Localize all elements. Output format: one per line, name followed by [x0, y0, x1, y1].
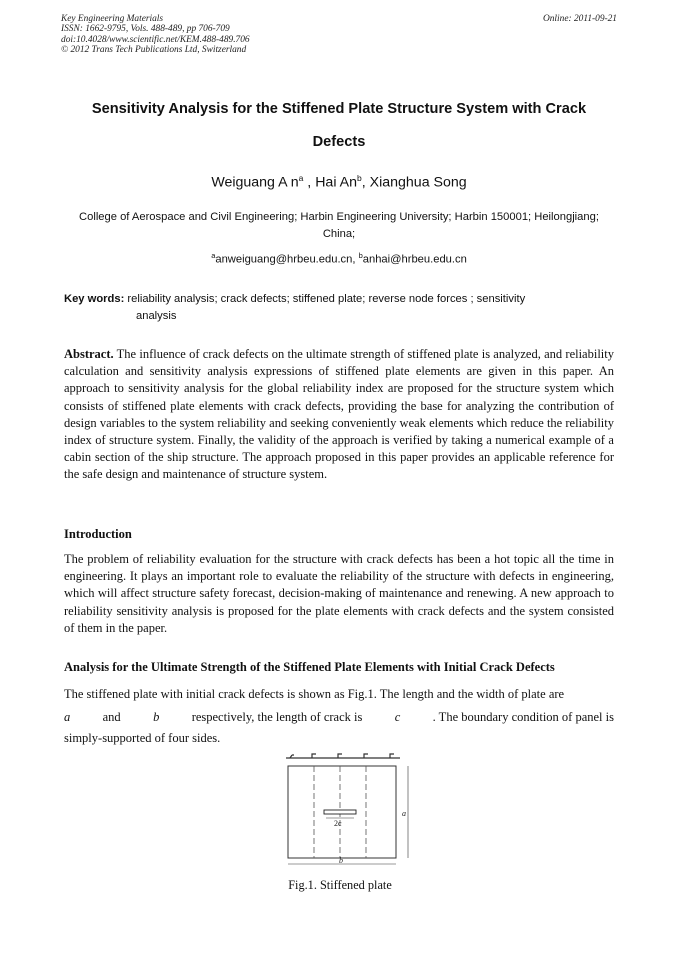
abstract	[64, 346, 614, 484]
email-line	[40, 251, 638, 266]
keywords-label: Key words:	[64, 293, 125, 305]
figure-caption: Fig.1. Stiffened plate	[288, 878, 392, 892]
affiliation: College of Aerospace and Civil Engineering; Harbin Engineering University; Harbin 150001; Heilongjiang; China;	[79, 211, 599, 240]
email-a-sup: a	[211, 251, 216, 260]
journal-name: Key Engineering Materials	[61, 14, 164, 24]
analysis-end: . The boundary condition of panel is	[432, 710, 614, 725]
analysis-mid: respectively, the length of crack is	[191, 710, 363, 725]
stiffener-profiles	[286, 754, 400, 758]
analysis-line-2	[64, 709, 614, 726]
keywords-text-cont: analysis	[136, 309, 177, 322]
section-heading-introduction: Introduction	[64, 527, 132, 541]
variable-c: c	[394, 710, 401, 725]
author-list	[40, 173, 638, 191]
doi-line: doi:10.4028/www.scientific.net/KEM.488-489.706	[61, 34, 250, 45]
copyright-line: © 2012 Trans Tech Publications Ltd, Switzerland	[61, 45, 247, 56]
abstract-label: Abstract.	[64, 347, 114, 361]
author-2: Hai An	[315, 174, 357, 191]
variable-a: a	[64, 710, 71, 725]
email-b-sup: b	[358, 251, 363, 260]
analysis-text	[64, 686, 614, 748]
email-a: anweiguang@hrbeu.edu.cn,	[215, 253, 359, 266]
label-2c: 2c	[334, 819, 342, 828]
label-b: b	[339, 856, 343, 865]
author-1: Weiguang A n	[211, 174, 299, 191]
author-separator: ,	[303, 174, 316, 191]
author-1-sup: a	[298, 173, 304, 183]
analysis-line-3: simply-supported of four sides.	[64, 731, 221, 746]
word-and: and	[102, 710, 121, 725]
title-line-2: Defects	[312, 134, 366, 150]
paper-title	[40, 93, 638, 159]
introduction-text: The problem of reliability evaluation for the structure with crack defects has been a hot topic all the time in engineering. It plays an important role to evaluate the reliability of the structure with defects in engineering, which will affect structure safety forecast, decision-making of maintenance and renewing. A new approach to reliability sensitivity analysis is proposed for the plate elements with crack defects and the system consisted of them in the paper.	[64, 552, 614, 635]
title-line-1: Sensitivity Analysis for the Stiffened Plate Structure System with Crack	[91, 101, 587, 117]
crack	[324, 810, 356, 814]
author-separator: ,	[361, 174, 370, 191]
issn-line: ISSN: 1662-9795, Vols. 488-489, pp 706-709	[61, 24, 230, 35]
keywords	[64, 291, 616, 324]
email-b: anhai@hrbeu.edu.cn	[362, 253, 467, 266]
author-3: Xianghua Song	[369, 174, 467, 191]
stiffened-plate-figure	[282, 752, 422, 870]
author-2-sup: b	[357, 173, 362, 183]
analysis-line-1: The stiffened plate with initial crack defects is shown as Fig.1. The length and the width of plate are	[64, 687, 565, 701]
online-date: Online: 2011-09-21	[542, 14, 617, 24]
abstract-text: The influence of crack defects on the ultimate strength of stiffened plate is analyzed, and reliability calculation and sensitivity analysis expressions of stiffened plate elements are given in this paper. An approach to sensitivity analysis for the global reliability index are proposed for the structure system which consists of stiffened plate elements with crack defects, providing the base for analyzing the contribution of design variables to the system reliability and seeking conveniently weak elements which reduce the reliability index of structure system. Finally, the validity of the approach is verified by taking a numerical example of a cabin section of the ship structure. The approach proposed in this paper provides an applicable reference for the safe design and maintenance of structure system.	[64, 347, 614, 482]
journal-header	[61, 14, 617, 56]
keywords-text: reliability analysis; crack defects; stiffened plate; reverse node forces ; sensitivity	[124, 293, 526, 305]
label-a: a	[402, 809, 406, 818]
section-heading-analysis: Analysis for the Ultimate Strength of the Stiffened Plate Elements with Initial Crack Defects	[64, 660, 555, 674]
variable-b: b	[153, 710, 160, 725]
